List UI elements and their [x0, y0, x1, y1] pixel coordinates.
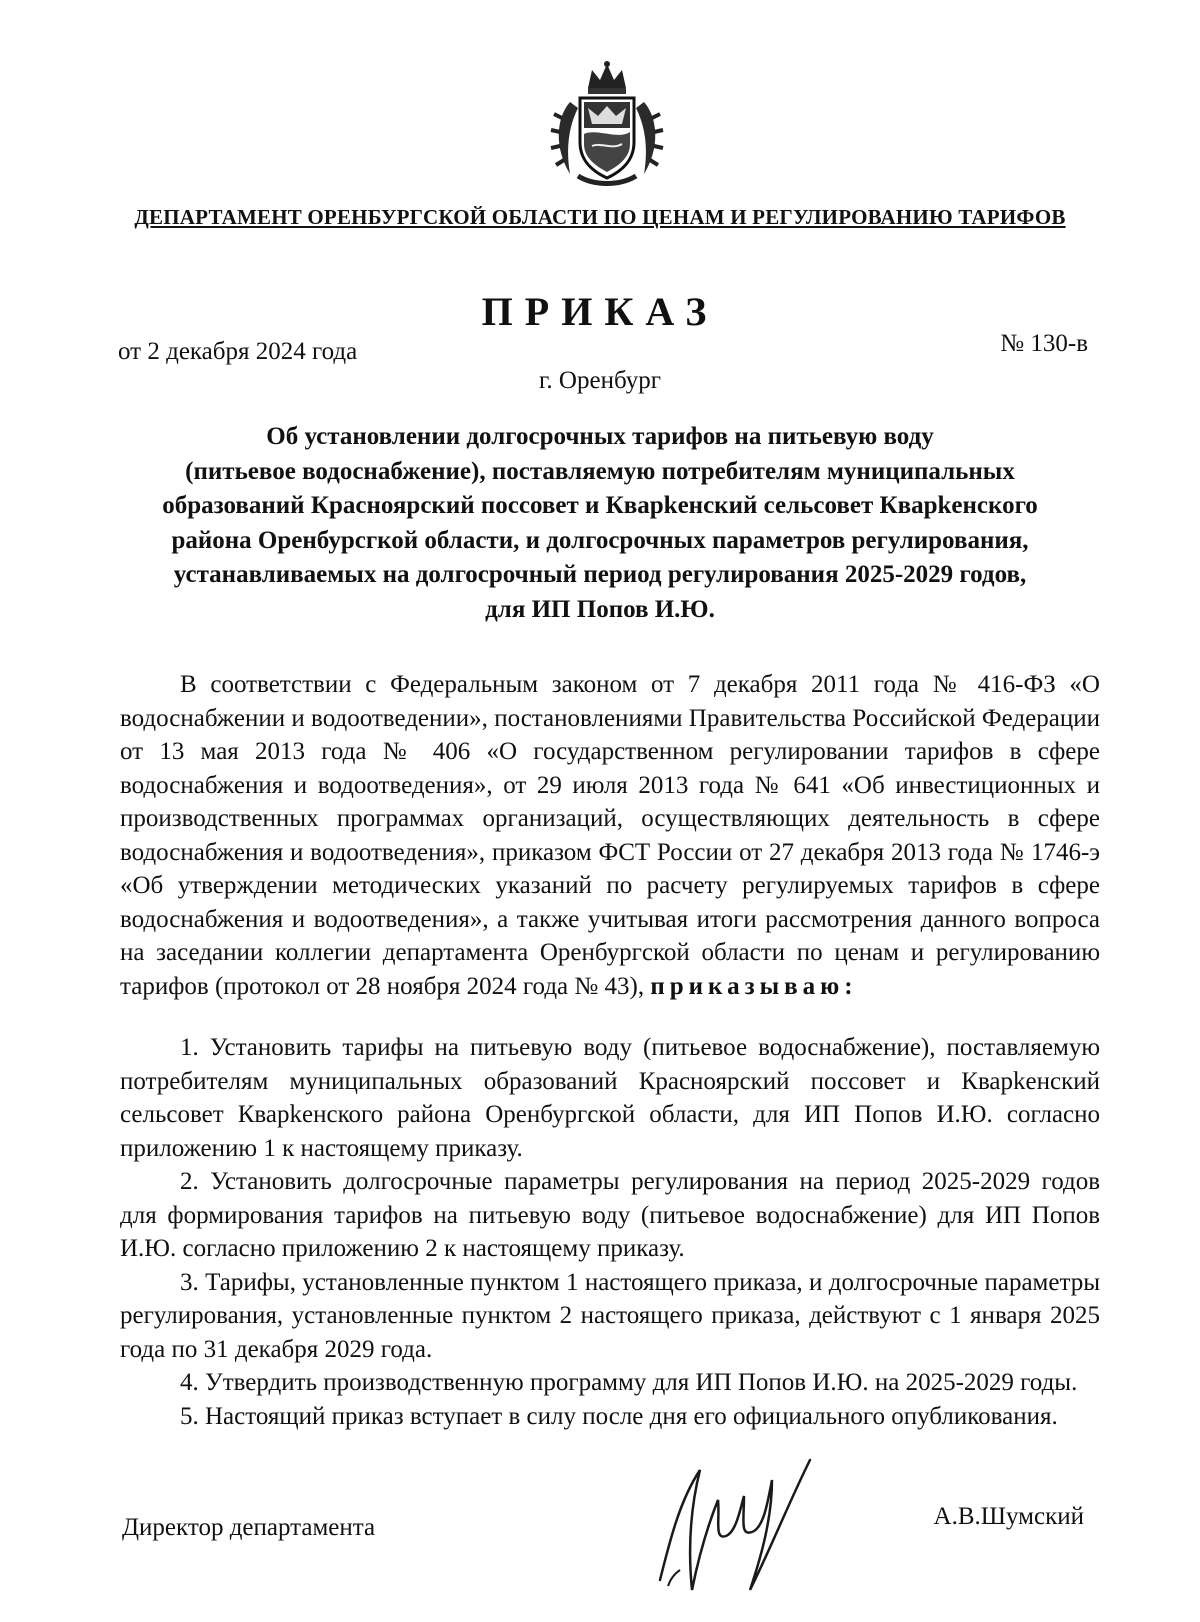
signatory-position: Директор департамента — [122, 1514, 376, 1541]
order-item-4: 4. Утвердить производственную программу для ИП Попов И.Ю. на 2025-2029 годы. — [180, 1369, 1078, 1396]
subject-line: образований Красноярский поссовет и Кварkенский сельсовет Кварkенского — [162, 492, 1038, 519]
order-item-3: 3. Тарифы, установленные пунктом 1 настоящего приказа, и долгосрочные параметры регулирования, установленные пунктом 2 настоящего приказа, действуют с 1 января 2025 года по 31 декабря 2029 года. — [120, 1268, 1100, 1363]
order-number: № 130-в — [1000, 330, 1088, 357]
order-word: приказываю: — [650, 972, 858, 1000]
department-name: ДЕПАРТАМЕНТ ОРЕНБУРГСКОЙ ОБЛАСТИ ПО ЦЕНАМ И РЕГУЛИРОВАНИЮ ТАРИФОВ — [134, 205, 1066, 229]
order-city: г. Оренбург — [539, 367, 661, 394]
order-item-5: 5. Настоящий приказ вступает в силу после дня его официального опубликования. — [180, 1402, 1058, 1430]
subject-line: для ИП Попов И.Ю. — [485, 595, 715, 623]
subject-line: устанавливаемых на долгосрочный период регулирования 2025-2029 годов, — [173, 561, 1027, 588]
order-date: от 2 декабря 2024 года — [118, 338, 358, 365]
order-subject — [110, 420, 1090, 627]
coat-of-arms-emblem — [548, 58, 666, 190]
order-item-2: 2. Установить долгосрочные параметры регулирования на период 2025-2029 годов для формирования тарифов на питьевую воду (питьевое водоснабжение) для ИП Попов И.Ю. согласно приложению 2 к настоящему приказу. — [120, 1168, 1100, 1262]
subject-line: (питьевое водоснабжение), поставляемую потребителям муниципальных — [185, 457, 1015, 485]
order-body — [120, 668, 1100, 1433]
order-item-1: 1. Установить тарифы на питьевую воду (питьевое водоснабжение), поставляемую потребителям муниципальных образований Красноярский поссовет и Кварkенский сельсовет Кварkенского района Оренбургской области, для ИП Попов И.Ю. согласно приложению 1 к настоящему приказу. — [120, 1034, 1100, 1162]
handwritten-signature — [640, 1440, 830, 1600]
preamble-paragraph — [120, 668, 1100, 1003]
subject-line: района Оренбурсгкой области, и долгосрочных параметров регулирования, — [171, 526, 1029, 554]
preamble-text: В соответствии с Федеральным законом от 7 декабря 2011 года № 416-ФЗ «О водоснабжении и водоотведении», постановлениями Правительства Российской Федерации от 13 мая 2013 года № 406 «О государственном регулировании тарифов в сфере водоснабжения и водоотведения», от 29 июля 2013 года № 641 «Об инвестиционных и производственных программах организаций, осуществляющих деятельность в сфере водоснабжения и водоотведения», приказом ФСТ России от 27 декабря 2013 года № 1746-э «Об утверждении методических указаний по расчету регулируемых тарифов в сфере водоснабжения и водоотведения», а также учитывая итоги рассмотрения данного вопроса на заседании коллегии департамента Оренбургской области по ценам и регулированию тарифов (протокол от 28 ноября 2024 года № 43), — [120, 671, 1100, 1000]
document-title: ПРИКАЗ — [481, 289, 719, 334]
signatory-name: А.В.Шумский — [933, 1503, 1084, 1530]
subject-line: Об установлении долгосрочных тарифов на питьевую воду — [266, 423, 934, 450]
